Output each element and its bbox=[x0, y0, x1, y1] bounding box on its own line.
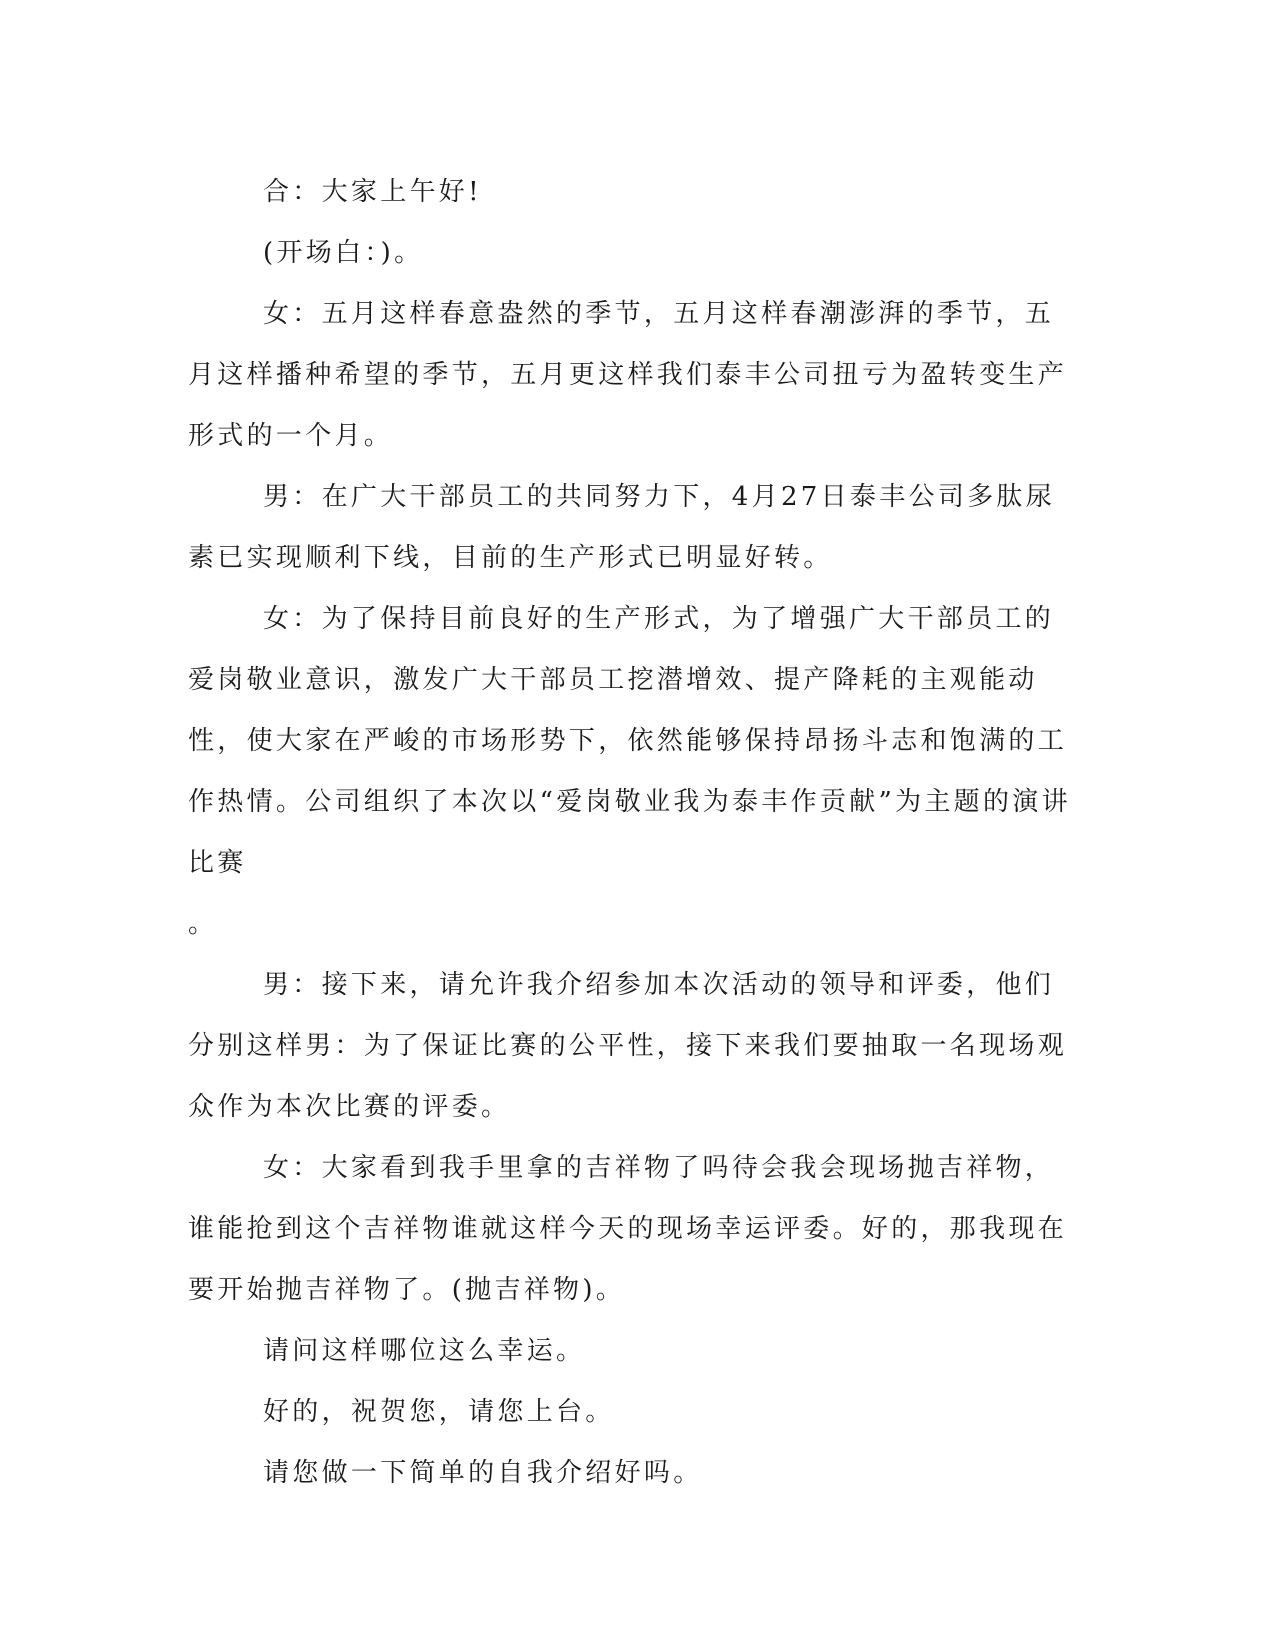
paragraph-male-judges: 男：接下来，请允许我介绍参加本次活动的领导和评委，他们分别这样男：为了保证比赛的公平性，接下来我们要抽取一名现场观众作为本次比赛的评委。 bbox=[188, 970, 1068, 1122]
document-body bbox=[188, 162, 1073, 1504]
paragraph-female-mascot: 女：大家看到我手里拿的吉祥物了吗待会我会现场抛吉祥物，谁能抢到这个吉祥物谁就这样今天的现场幸运评委。好的，那我现在要开始抛吉祥物了。(抛吉祥物)。 bbox=[188, 1153, 1068, 1305]
paragraph-congrats: 好的，祝贺您，请您上台。 bbox=[263, 1397, 615, 1427]
paragraph-opening: (开场白：)。 bbox=[263, 238, 424, 268]
paragraph-female-contest: 女：为了保持目前良好的生产形式，为了增强广大干部员工的爱岗敬业意识，激发广大干部员工挖潜增效、提产降耗的主观能动性，使大家在严峻的市场形势下，依然能够保持昂扬斗志和饱满的工作热情。公司组织了本次以“爱岗敬业我为泰丰作贡献”为主题的演讲比赛 bbox=[188, 604, 1071, 878]
paragraph-female-may: 女：五月这样春意盎然的季节，五月这样春潮澎湃的季节，五月这样播种希望的季节，五月更这样我们泰丰公司扭亏为盈转变生产形式的一个月。 bbox=[188, 299, 1068, 451]
paragraph-self-intro: 请您做一下简单的自我介绍好吗。 bbox=[263, 1458, 703, 1488]
paragraph-period: 。 bbox=[188, 909, 218, 939]
paragraph-male-production: 男：在广大干部员工的共同努力下，4月27日泰丰公司多肽尿素已实现顺利下线，目前的生产形式已明显好转。 bbox=[188, 482, 1056, 573]
paragraph-lucky-question: 请问这样哪位这么幸运。 bbox=[263, 1336, 586, 1366]
paragraph-greeting: 合：大家上午好! bbox=[263, 177, 482, 207]
